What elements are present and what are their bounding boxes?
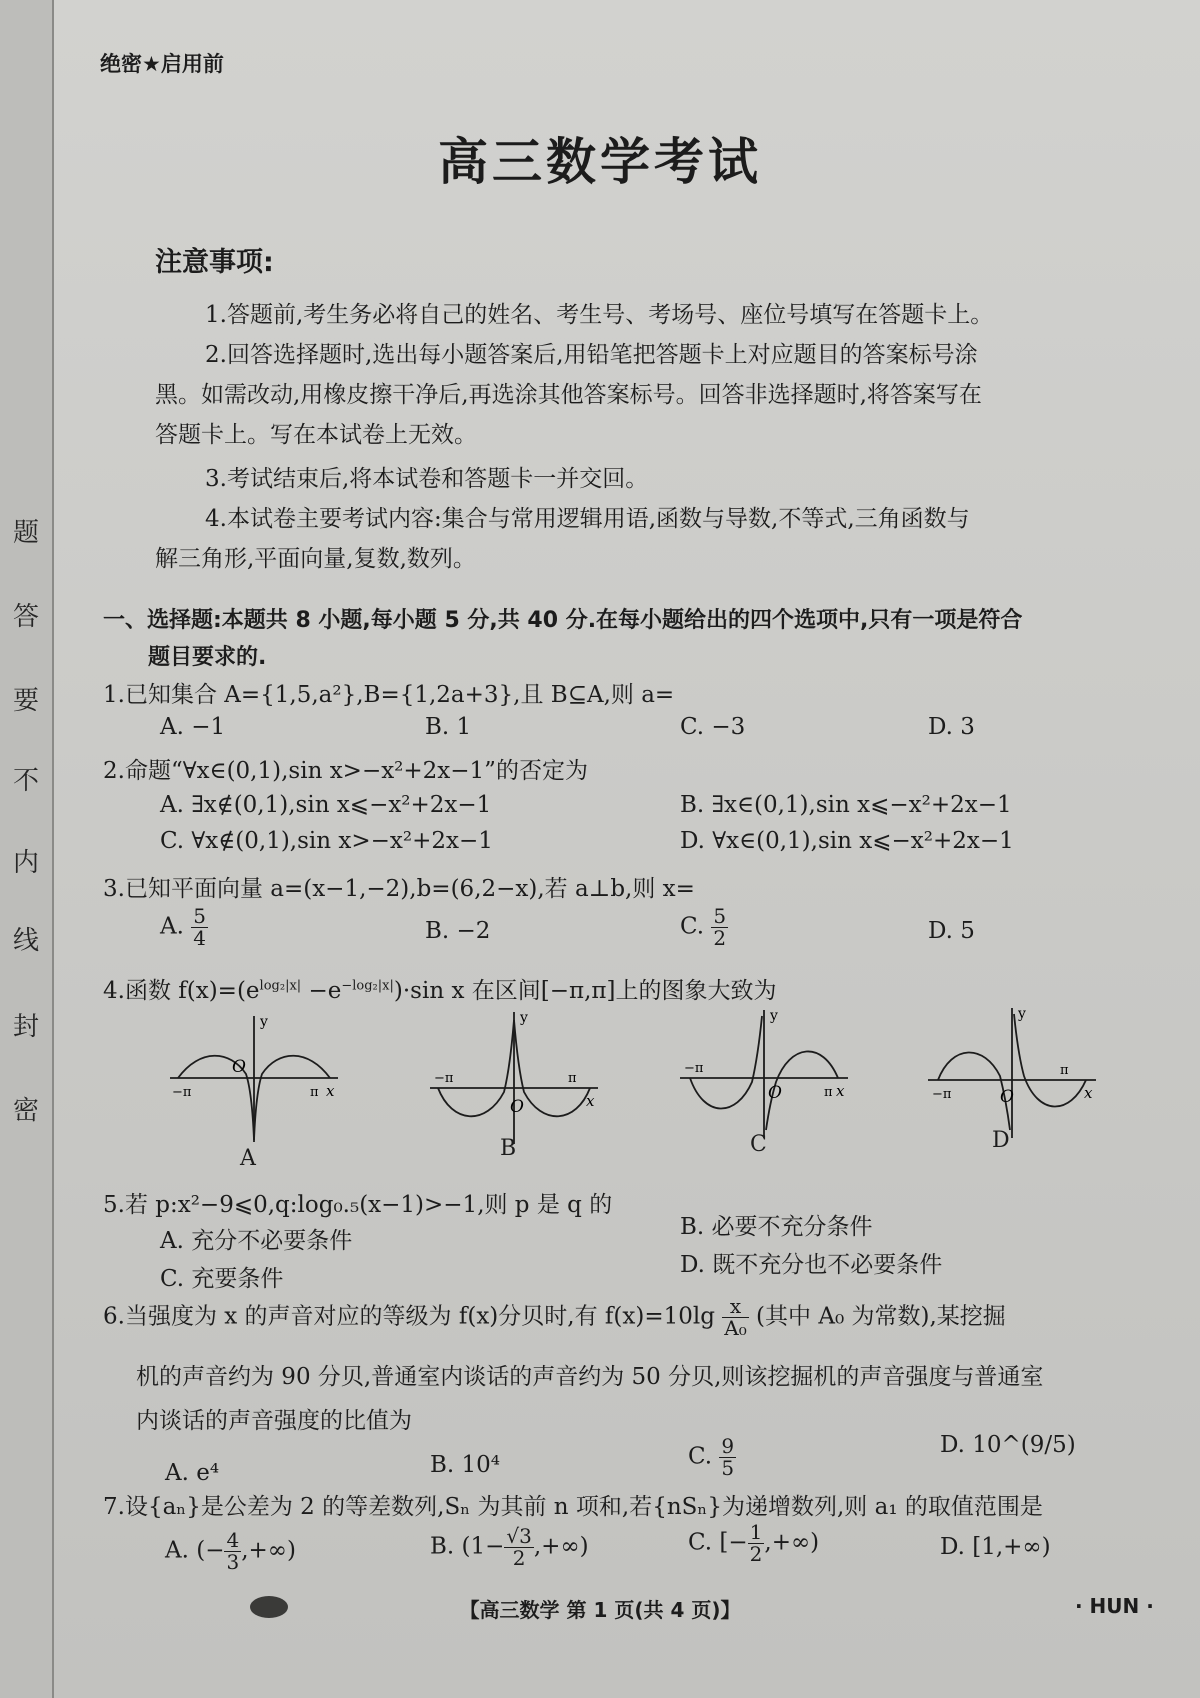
- notice-line: 黑。如需改动,用橡皮擦干净后,再选涂其他答案标号。回答非选择题时,将答案写在: [155, 382, 982, 408]
- question-2-stem: 2.命题“∀x∈(0,1),sin x>−x²+2x−1”的否定为: [103, 758, 588, 784]
- axis-y-label: y: [520, 1010, 528, 1026]
- notice-line: 4.本试卷主要考试内容:集合与常用逻辑用语,函数与导数,不等式,三角函数与: [205, 506, 970, 532]
- fraction-numerator: 9: [721, 1434, 735, 1458]
- q6-option-a: A. e⁴: [165, 1460, 220, 1486]
- fraction: [191, 906, 208, 949]
- margin-char: 答: [12, 602, 39, 632]
- binding-margin: [0, 0, 54, 1698]
- section-heading: 一、选择题:本题共 8 小题,每小题 5 分,共 40 分.在每小题给出的四个选项中,只有一项是符合: [103, 608, 1023, 633]
- q7-option-c: [688, 1522, 819, 1565]
- question-6-line2: 机的声音约为 90 分贝,普通室内谈话的声音约为 50 分贝,则该挖掘机的声音强度与普通室: [136, 1364, 1044, 1390]
- q1-option-c: C. −3: [680, 714, 746, 740]
- neg-pi-label: −π: [172, 1085, 192, 1100]
- q4-stem-suffix: )·sin x 在区间[−π,π]上的图象大致为: [393, 978, 777, 1004]
- margin-char: 封: [12, 1012, 39, 1042]
- page-title: 高三数学考试: [438, 133, 762, 191]
- fraction: [722, 1296, 748, 1339]
- q4-exponent-1: log₂|x|: [259, 978, 302, 994]
- axis-x-label: x: [1084, 1084, 1093, 1102]
- q4-exponent-2: −log₂|x|: [341, 978, 394, 994]
- fraction: [711, 906, 728, 949]
- q3-option-a: [160, 906, 208, 949]
- q6-option-b: B. 10⁴: [430, 1452, 501, 1478]
- question-1-stem: 1.已知集合 A={1,5,a²},B={1,2a+3},且 B⊆A,则 a=: [103, 682, 675, 708]
- fraction-denominator: 5: [721, 1456, 735, 1480]
- option-label: A.: [160, 913, 184, 940]
- pi-label: π: [824, 1085, 833, 1100]
- fraction-denominator: 2: [713, 926, 727, 950]
- q5-option-c: C. 充要条件: [160, 1266, 284, 1292]
- fraction: [504, 1526, 533, 1569]
- neg-pi-label: −π: [684, 1061, 704, 1076]
- neg-pi-label: −π: [932, 1087, 952, 1102]
- q6-suffix: (其中 A₀ 为常数),某挖掘: [756, 1303, 1006, 1330]
- graph-a: [170, 1012, 350, 1152]
- fraction-numerator: 5: [713, 904, 727, 928]
- margin-char: 题: [12, 518, 39, 548]
- q6-option-d: D. 10^(9/5): [940, 1432, 1076, 1458]
- question-6-line1: [103, 1296, 1006, 1339]
- margin-char: 要: [12, 686, 39, 716]
- option-label: C.: [680, 913, 705, 940]
- section-heading-cont: 题目要求的.: [148, 645, 267, 670]
- graph-c-label: C: [750, 1132, 767, 1157]
- fraction-numerator: √3: [506, 1524, 532, 1548]
- q3-option-b: B. −2: [425, 918, 491, 944]
- origin-label: O: [232, 1057, 246, 1077]
- q7-option-b: [430, 1526, 589, 1569]
- notice-line: 2.回答选择题时,选出每小题答案后,用铅笔把答题卡上对应题目的答案标号涂: [205, 342, 978, 368]
- notice-line: 1.答题前,考生务必将自己的姓名、考生号、考场号、座位号填写在答题卡上。: [205, 302, 994, 328]
- question-5-stem: 5.若 p:x²−9⩽0,q:log₀.₅(x−1)>−1,则 p 是 q 的: [103, 1192, 613, 1218]
- graph-b: [430, 1008, 610, 1148]
- graph-d: [928, 1004, 1108, 1144]
- fraction-numerator: x: [722, 1296, 748, 1318]
- page-footer: 【高三数学 第 1 页(共 4 页)】: [459, 1598, 741, 1622]
- option-prefix: C. [−: [688, 1529, 748, 1556]
- question-6-line3: 内谈话的声音强度的比值为: [136, 1408, 412, 1434]
- option-prefix: B. (1−: [430, 1533, 505, 1560]
- origin-label: O: [1000, 1087, 1014, 1107]
- option-prefix: A. (−: [165, 1537, 225, 1564]
- q4-stem-mid: −e: [301, 978, 342, 1004]
- q1-option-b: B. 1: [425, 714, 472, 740]
- q2-option-d: D. ∀x∈(0,1),sin x⩽−x²+2x−1: [680, 828, 1014, 854]
- pi-label: π: [1060, 1063, 1069, 1078]
- q6-option-c: [688, 1436, 736, 1479]
- q5-option-b: B. 必要不充分条件: [680, 1214, 873, 1240]
- fraction-denominator: 2: [512, 1546, 526, 1570]
- q6-prefix: 6.当强度为 x 的声音对应的等级为 f(x)分贝时,有 f(x)=10lg: [103, 1303, 715, 1330]
- q5-option-d: D. 既不充分也不必要条件: [680, 1252, 943, 1278]
- fraction-numerator: 4: [226, 1528, 240, 1552]
- margin-char: 内: [12, 848, 39, 878]
- fraction: [224, 1530, 241, 1573]
- question-7-stem: 7.设{aₙ}是公差为 2 的等差数列,Sₙ 为其前 n 项和,若{nSₙ}为递增数列,则 a₁ 的取值范围是: [103, 1494, 1043, 1520]
- axis-y-label: y: [260, 1014, 268, 1030]
- pi-label: π: [568, 1071, 577, 1086]
- q3-option-c: [680, 906, 728, 949]
- q3-option-d: D. 5: [928, 918, 975, 944]
- origin-label: O: [510, 1097, 524, 1117]
- option-suffix: ,+∞): [533, 1533, 589, 1560]
- margin-char: 不: [12, 766, 39, 796]
- question-4-stem: [103, 972, 777, 1005]
- graph-d-label: D: [992, 1128, 1010, 1153]
- q7-option-a: [165, 1530, 296, 1573]
- axis-x-label: x: [836, 1082, 845, 1100]
- axis-x-label: x: [326, 1082, 335, 1100]
- option-suffix: ,+∞): [764, 1529, 820, 1556]
- notice-line: 答题卡上。写在本试卷上无效。: [155, 422, 477, 448]
- margin-char: 线: [12, 926, 39, 956]
- graph-c: [680, 1006, 860, 1146]
- margin-char: 密: [12, 1096, 39, 1126]
- axis-y-label: y: [770, 1008, 778, 1024]
- fraction-numerator: 1: [749, 1520, 763, 1544]
- q2-option-a: A. ∃x∉(0,1),sin x⩽−x²+2x−1: [160, 792, 492, 818]
- graph-a-label: A: [240, 1146, 256, 1171]
- exam-code: · HUN ·: [1075, 1594, 1154, 1618]
- fraction-denominator: 3: [226, 1550, 240, 1574]
- q4-stem-prefix: 4.函数 f(x)=(e: [103, 978, 260, 1004]
- option-suffix: ,+∞): [241, 1537, 296, 1564]
- fraction: [719, 1436, 736, 1479]
- origin-label: O: [768, 1083, 782, 1103]
- option-label: C.: [688, 1443, 713, 1470]
- q7-option-d: D. [1,+∞): [940, 1534, 1051, 1560]
- q2-option-c: C. ∀x∉(0,1),sin x>−x²+2x−1: [160, 828, 493, 854]
- q1-option-a: A. −1: [160, 714, 226, 740]
- notice-heading: 注意事项:: [155, 247, 274, 278]
- axis-x-label: x: [586, 1092, 595, 1110]
- fraction-numerator: 5: [193, 904, 206, 928]
- graph-b-label: B: [500, 1136, 517, 1161]
- curve-right: [1014, 1014, 1086, 1107]
- pi-label: π: [310, 1085, 319, 1100]
- fraction-denominator: 4: [193, 926, 206, 950]
- neg-pi-label: −π: [434, 1071, 454, 1086]
- q2-option-b: B. ∃x∈(0,1),sin x⩽−x²+2x−1: [680, 792, 1012, 818]
- question-3-stem: 3.已知平面向量 a=(x−1,−2),b=(6,2−x),若 a⊥b,则 x=: [103, 876, 695, 902]
- fraction: [748, 1522, 765, 1565]
- axis-y-label: y: [1018, 1006, 1026, 1022]
- notice-line: 3.考试结束后,将本试卷和答题卡一并交回。: [205, 466, 649, 492]
- confidential-label: 绝密★启用前: [100, 52, 224, 76]
- q1-option-d: D. 3: [928, 714, 975, 740]
- q5-option-a: A. 充分不必要条件: [160, 1228, 353, 1254]
- fraction-denominator: 2: [749, 1542, 763, 1566]
- notice-line: 解三角形,平面向量,复数,数列。: [155, 546, 476, 572]
- fraction-denominator: A₀: [724, 1316, 747, 1340]
